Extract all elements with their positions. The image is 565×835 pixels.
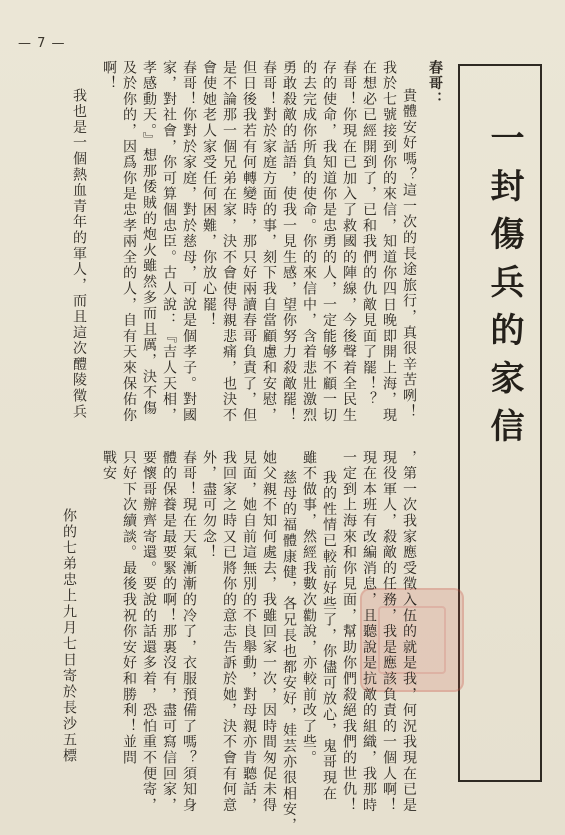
upper-col-10: 是不論那一個兄弟在家，決不會使得親悲痛，也決不 — [221, 60, 237, 424]
article-title: 一封傷兵的家信 — [484, 120, 524, 456]
upper-col-1: 貴體安好嗎？這一次的長途旅行，真很辛苦咧！ — [401, 88, 417, 420]
upper-col-12: 春哥！你對於家庭，對於慈母，可說是個孝子。對國 — [181, 60, 197, 424]
lower-col-4: 一定到上海來和你見面，幫助你們殺絕我們的世仇！ — [341, 450, 357, 814]
lower-col-2: 現役軍人，殺敵的任務，我是應該負責的一個人啊！ — [381, 450, 397, 814]
signature: 你的七弟忠上九月七日寄於長沙五標 — [61, 508, 77, 764]
upper-col-4: 春哥！你現在已加入了救國的陣線，今後聲着全民生 — [341, 60, 357, 424]
lower-col-14: 要懷哥辦齊寄還。要說的話還多着，恐怕重不便寄， — [141, 450, 157, 814]
upper-col-6: 的去完成你所負的使命。你的來信中，含着悲壯激烈 — [301, 60, 317, 424]
upper-col-2: 我於七號接到你的來信，知道你四日晚即開上海，現 — [381, 60, 397, 424]
upper-col-9: 但日後我若有何轉變時，那只好兩讀春哥負責了，但 — [241, 60, 257, 424]
lower-col-12: 春哥！現在天氣漸漸的冷了，衣服預備了嗎？須知身 — [181, 450, 197, 814]
lower-col-7: 慈母的福體康健，各兄長也都安好，娃芸亦很相安， — [281, 470, 297, 834]
upper-col-13: 家，對社會，你可算個忠臣。古人說：『吉人天相， — [161, 60, 177, 424]
upper-col-3: 在想必已經開到了，已和我們的仇敵見面了罷！？ — [361, 60, 377, 408]
lower-col-5: 我的性情已較前好些了，你儘可放心，鬼哥現在 — [321, 470, 337, 802]
upper-col-11: 會使她老人家受任何困難，你放心罷！ — [201, 60, 217, 329]
lower-col-3: 現在本班有改編消息，且聽說是抗敵的組織，我那時 — [361, 450, 377, 814]
salutation: 春哥： — [427, 60, 443, 108]
lower-col-1: ，第一次我家應受徵入伍的就是我，何況我現在已是 — [401, 450, 417, 814]
lower-col-9: 見面，她自前這無別的不良舉動，對母親亦肯聽話， — [241, 450, 257, 814]
lower-col-16: 戰安 — [101, 450, 117, 482]
lower-col-6: 雖不做事，然經我數次勸說，亦較前改了些。 — [301, 450, 317, 766]
upper-col-16: 啊！ — [101, 60, 117, 92]
upper-col-5: 存的使命，我知道你是忠勇的人，一定能够不顧一切 — [321, 60, 337, 424]
lower-col-11: 外，盡可勿念！ — [201, 450, 217, 561]
upper-col-7: 勇敢殺敵的話語，使我一見生感，望你努力殺敵罷！ — [281, 60, 297, 424]
lower-col-8: 她父親不知何處去，我雖回家一次，因時間匆促未得 — [261, 450, 277, 814]
upper-col-14: 孝感動天。』想那倭賊的炮火雖然多而且厲，決不傷 — [141, 60, 157, 417]
upper-col-15: 及於你的，因爲你是忠孝兩全的人，自有天來保佑你 — [121, 60, 137, 424]
upper-col-8: 春哥！對於家庭方面的事，刻下我自當顧慮和安慰， — [261, 60, 277, 424]
lower-col-10: 我回家之時又已將你的意志告訴於她，決不會有何意 — [221, 450, 237, 814]
page-number: — 7 — — [18, 36, 66, 51]
upper-col-17: 我也是一個熱血青年的軍人，而且這次醴陵徵兵 — [71, 88, 87, 420]
lower-col-15: 只好下次續談。最後我祝你安好和勝利！並問 — [121, 450, 137, 766]
lower-col-13: 體的保養是最要緊的啊！那裏沒有，盡可寫信回家， — [161, 450, 177, 814]
